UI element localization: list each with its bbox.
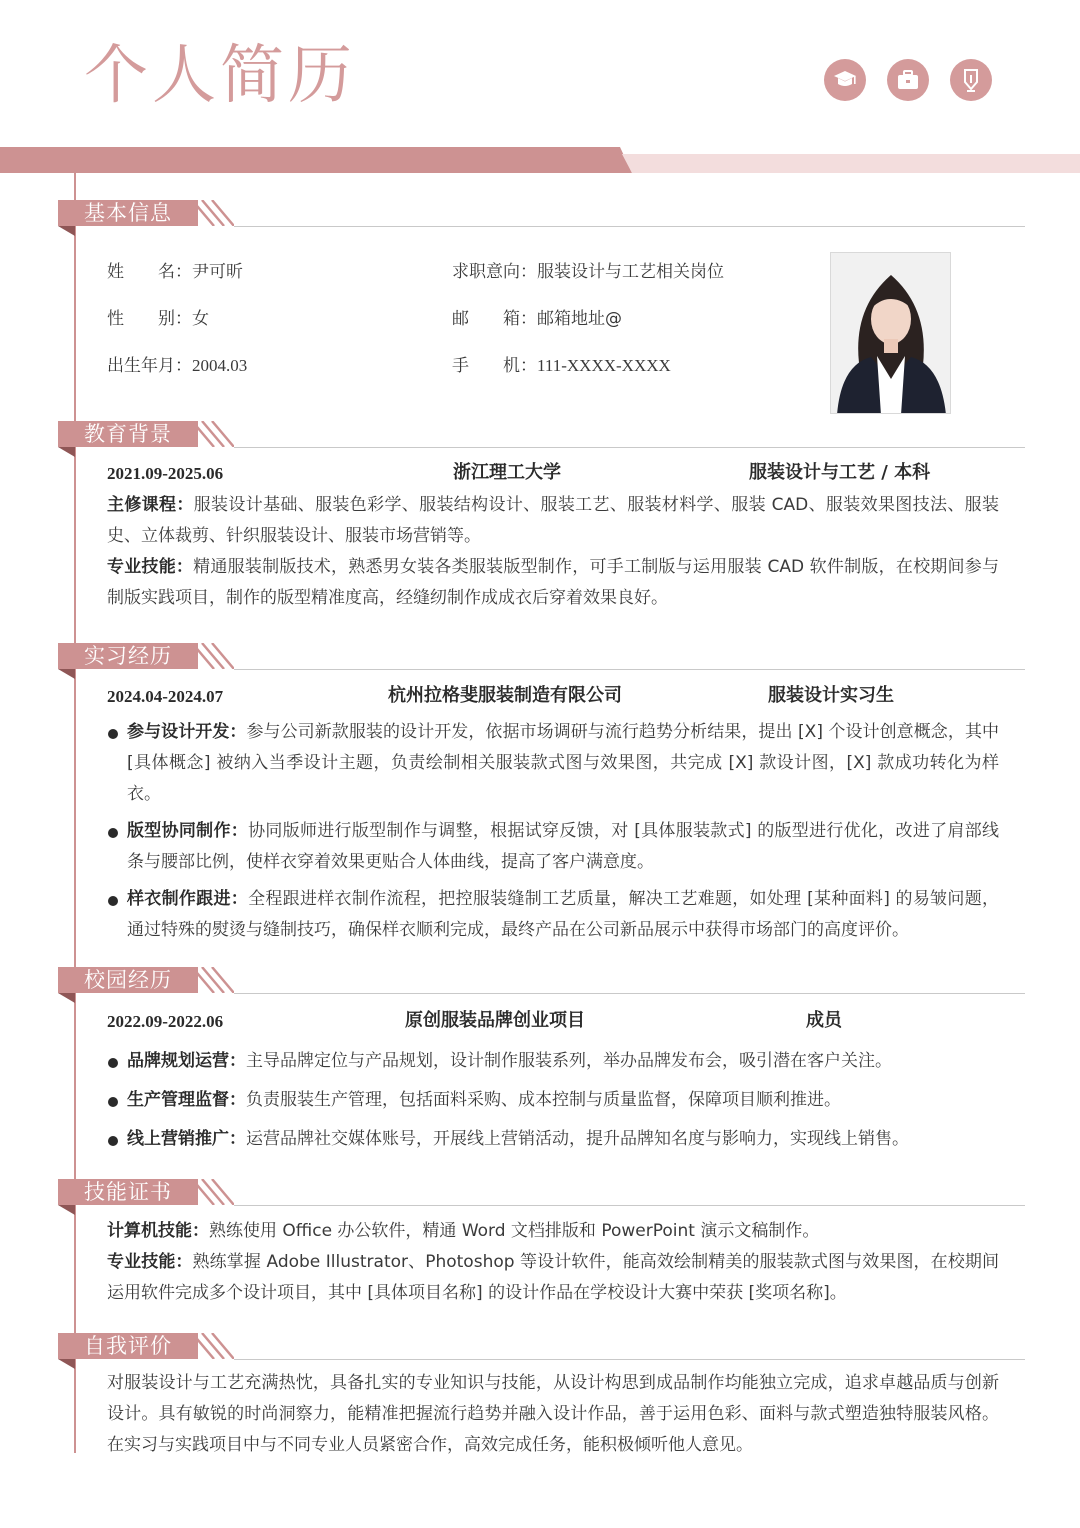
avatar-photo (830, 252, 951, 414)
education-school: 浙江理工大学 (453, 462, 561, 483)
intent-row: 求职意向：服装设计与工艺相关岗位 (452, 262, 724, 282)
graduation-cap-icon (824, 59, 866, 101)
stripes-decoration (188, 967, 234, 993)
name-row: 姓 名：尹可昕 (107, 262, 243, 282)
phone-row: 手 机：111-XXXX-XXXX (452, 356, 671, 376)
section-header-campus (58, 967, 1025, 1007)
education-major: 服装设计与工艺 / 本科 (749, 462, 931, 483)
list-item: 线上营销推广：运营品牌社交媒体账号，开展线上营销活动，提升品牌知名度与影响力，实现线上销售。 (107, 1124, 999, 1155)
section-title: 实习经历 (84, 644, 172, 668)
section-title: 基本信息 (84, 201, 172, 225)
gender-row: 性 别：女 (107, 309, 209, 329)
list-item: 品牌规划运营：主导品牌定位与产品规划，设计制作服装系列，举办品牌发布会，吸引潜在客户关注。 (107, 1046, 999, 1077)
list-item: 样衣制作跟进：全程跟进样衣制作流程，把控服装缝制工艺质量，解决工艺难题，如处理 [某种面料] 的易皱问题，通过特殊的熨烫与缝制技巧，确保样衣顺利完成，最终产品在公司新品展示中获得市场部门的高度评价。 (107, 884, 999, 946)
section-header-internship (58, 643, 1025, 683)
campus-date: 2022.09-2022.06 (107, 1012, 224, 1031)
stripes-decoration (188, 200, 234, 226)
education-skills: 专业技能：精通服装制版技术，熟悉男女装各类服装版型制作，可手工制版与运用服装 CAD 软件制版，在校期间参与制版实践项目，制作的版型精准度高，经缝纫制作成成衣后穿着效果良好。 (107, 557, 1000, 608)
campus-project: 原创服装品牌创业项目 (405, 1010, 585, 1031)
list-item: 版型协同制作：协同版师进行版型制作与调整，根据试穿反馈，对 [具体服装款式] 的版型进行优化，改进了肩部线条与腰部比例，使样衣穿着效果更贴合人体曲线，提高了客户满意度。 (107, 816, 999, 878)
section-title: 自我评价 (84, 1334, 172, 1358)
header-icons (824, 59, 992, 101)
internship-company: 杭州拉格斐服装制造有限公司 (388, 685, 622, 706)
internship-date: 2024.04-2024.07 (107, 687, 224, 706)
self-evaluation: 对服装设计与工艺充满热忱，具备扎实的专业知识与技能，从设计构思到成品制作均能独立完成，追求卓越品质与创新设计。具有敏锐的时尚洞察力，能精准把握流行趋势并融入设计作品，善于运用色彩、面料与款式塑造独特服装风格。在实习与实践项目中与不同专业人员紧密合作，高效完成任务，能积极倾听他人意见。 (107, 1373, 999, 1455)
list-item: 参与设计开发：参与公司新款服装的设计开发，依据市场调研与流行趋势分析结果，提出 [X] 个设计创意概念，其中 [具体概念] 被纳入当季设计主题，负责绘制相关服装款式图与效果图，共完成 [X] 款设计图，[X] 款成功转化为样衣。 (107, 717, 999, 810)
stripes-decoration (188, 1333, 234, 1359)
section-header-education (58, 421, 1025, 461)
stripes-decoration (188, 643, 234, 669)
stripes-decoration (188, 1179, 234, 1205)
list-item: 生产管理监督：负责服装生产管理，包括面料采购、成本控制与质量监督，保障项目顺利推进。 (107, 1085, 999, 1116)
page-title: 个人简历 (84, 39, 356, 113)
internship-role: 服装设计实习生 (768, 685, 894, 706)
timeline-line (74, 173, 76, 1453)
header-banner (0, 147, 632, 173)
header-banner-light (622, 154, 1080, 173)
section-title: 校园经历 (84, 968, 172, 992)
certs-pro: 专业技能：熟练掌握 Adobe Illustrator、Photoshop 等设计软件，能高效绘制精美的服装款式图与效果图，在校期间运用软件完成多个设计项目，其中 [具体项目名称] 的设计作品在学校设计大赛中荣获 [奖项名称]。 (107, 1252, 999, 1303)
pen-nib-icon (950, 59, 992, 101)
certs-computer: 计算机技能：熟练使用 Office 办公软件，精通 Word 文档排版和 PowerPoint 演示文稿制作。 (107, 1221, 820, 1241)
section-title: 技能证书 (84, 1180, 172, 1204)
campus-role: 成员 (806, 1010, 842, 1031)
section-header-self (58, 1333, 1025, 1373)
briefcase-icon (887, 59, 929, 101)
section-header-basic (58, 200, 1025, 240)
education-courses: 主修课程：服装设计基础、服装色彩学、服装结构设计、服装工艺、服装材料学、服装 CAD、服装效果图技法、服装史、立体裁剪、针织服装设计、服装市场营销等。 (107, 495, 999, 546)
stripes-decoration (188, 421, 234, 447)
email-row: 邮 箱：邮箱地址@ (452, 309, 622, 329)
section-header-certs (58, 1179, 1025, 1219)
birth-row: 出生年月：2004.03 (107, 356, 248, 376)
section-title: 教育背景 (84, 422, 172, 446)
education-date: 2021.09-2025.06 (107, 464, 224, 483)
